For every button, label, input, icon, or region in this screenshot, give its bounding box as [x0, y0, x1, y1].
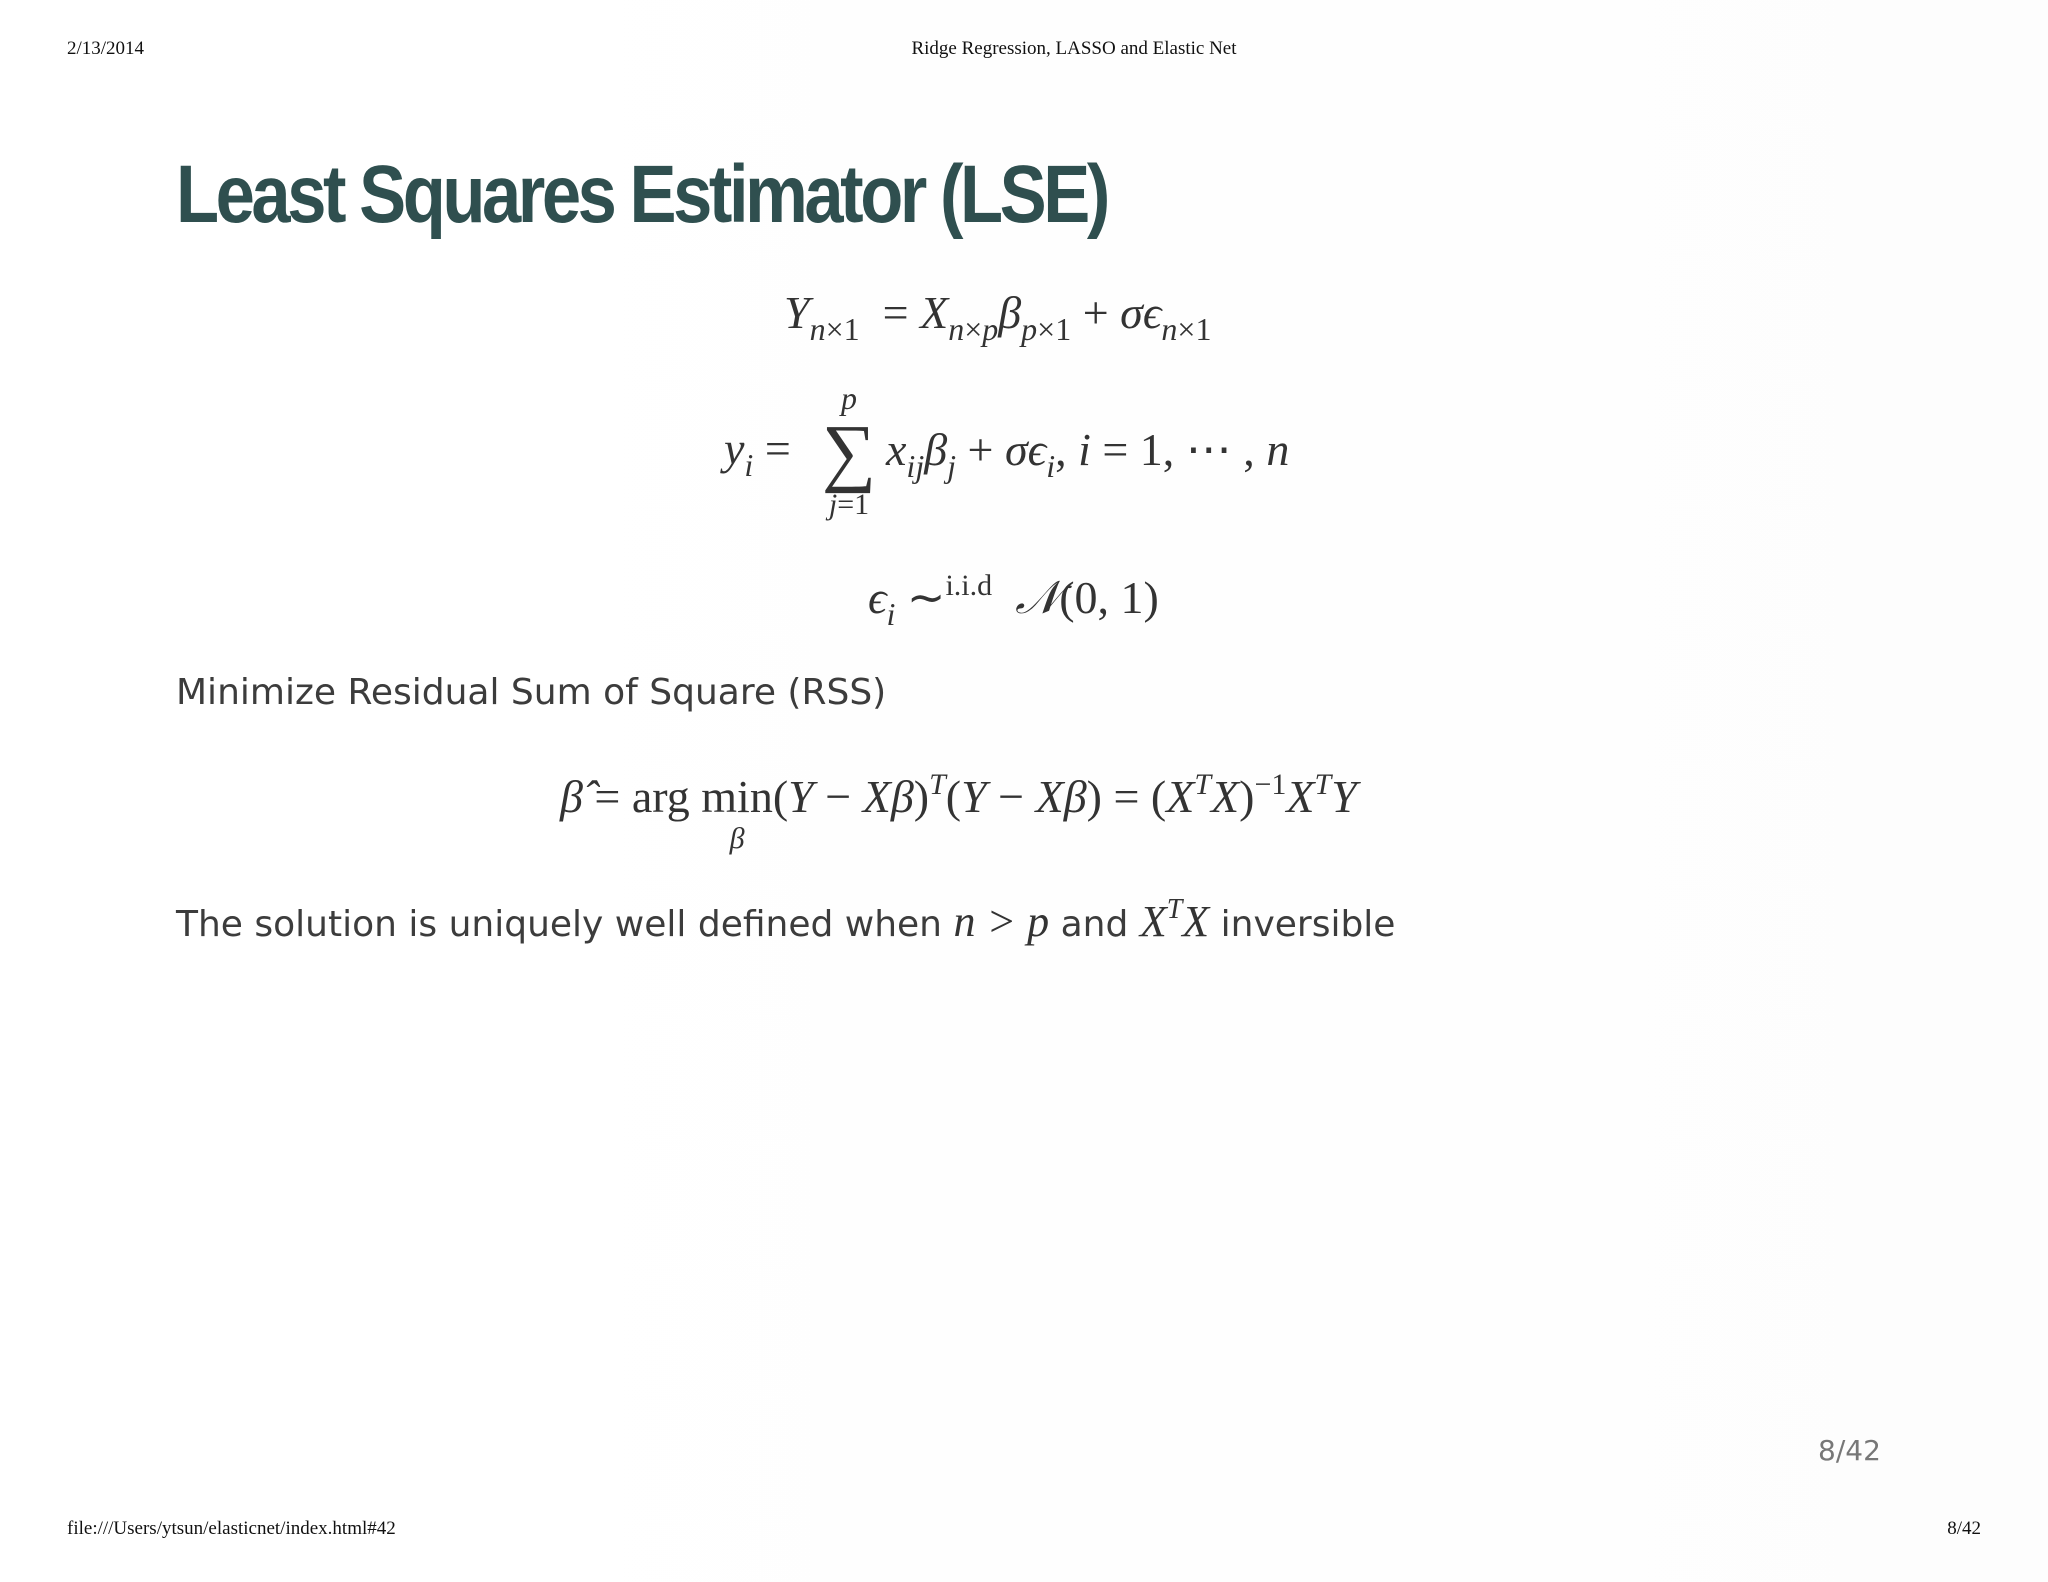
print-header: [0, 38, 2048, 64]
print-url: file:///Users/ytsun/elasticnet/index.html#42: [67, 1518, 396, 1539]
solution-text: [176, 896, 1395, 947]
equation-noise: $\epsilon_i$ ∼$^{i.i.d}$ 𝒩(0, 1): [868, 569, 1159, 632]
equation-estimator: β̂ = arg min β $(Y - X\beta)^T(Y - X\beta) = (X^TX)^{-1}X^TY$: [560, 768, 1357, 855]
rss-text: Minimize Residual Sum of Square (RSS): [176, 672, 887, 713]
equation-model-scalar: $y_i$ = p ∑ j=1 $x_{ij}\beta_j + \sigma\epsilon_i$, i = 1, ⋯ , n: [724, 380, 1364, 530]
inline-math-n-gt-p: n > p: [953, 897, 1050, 946]
print-title: Ridge Regression, LASSO and Elastic Net: [911, 38, 1237, 59]
inline-math-xtx: $X^TX$: [1139, 894, 1210, 946]
slide-page-indicator: 8/42: [1818, 1434, 1881, 1467]
print-footer: [0, 1518, 2048, 1544]
solution-prefix: The solution is uniquely well defined when: [176, 904, 943, 945]
print-date: 2/13/2014: [67, 38, 145, 59]
print-page-number: 8/42: [1947, 1518, 1981, 1539]
slide-title: Least Squares Estimator (LSE): [176, 149, 1107, 240]
equation-model-matrix: $Y_{n\times 1} = X_{n\times p}\beta_{p\times 1} + \sigma\epsilon_{n\times 1}$: [784, 287, 1212, 347]
solution-and: and: [1060, 904, 1129, 945]
summation-symbol: p ∑ j=1: [821, 380, 877, 521]
solution-suffix: inversible: [1220, 904, 1396, 945]
